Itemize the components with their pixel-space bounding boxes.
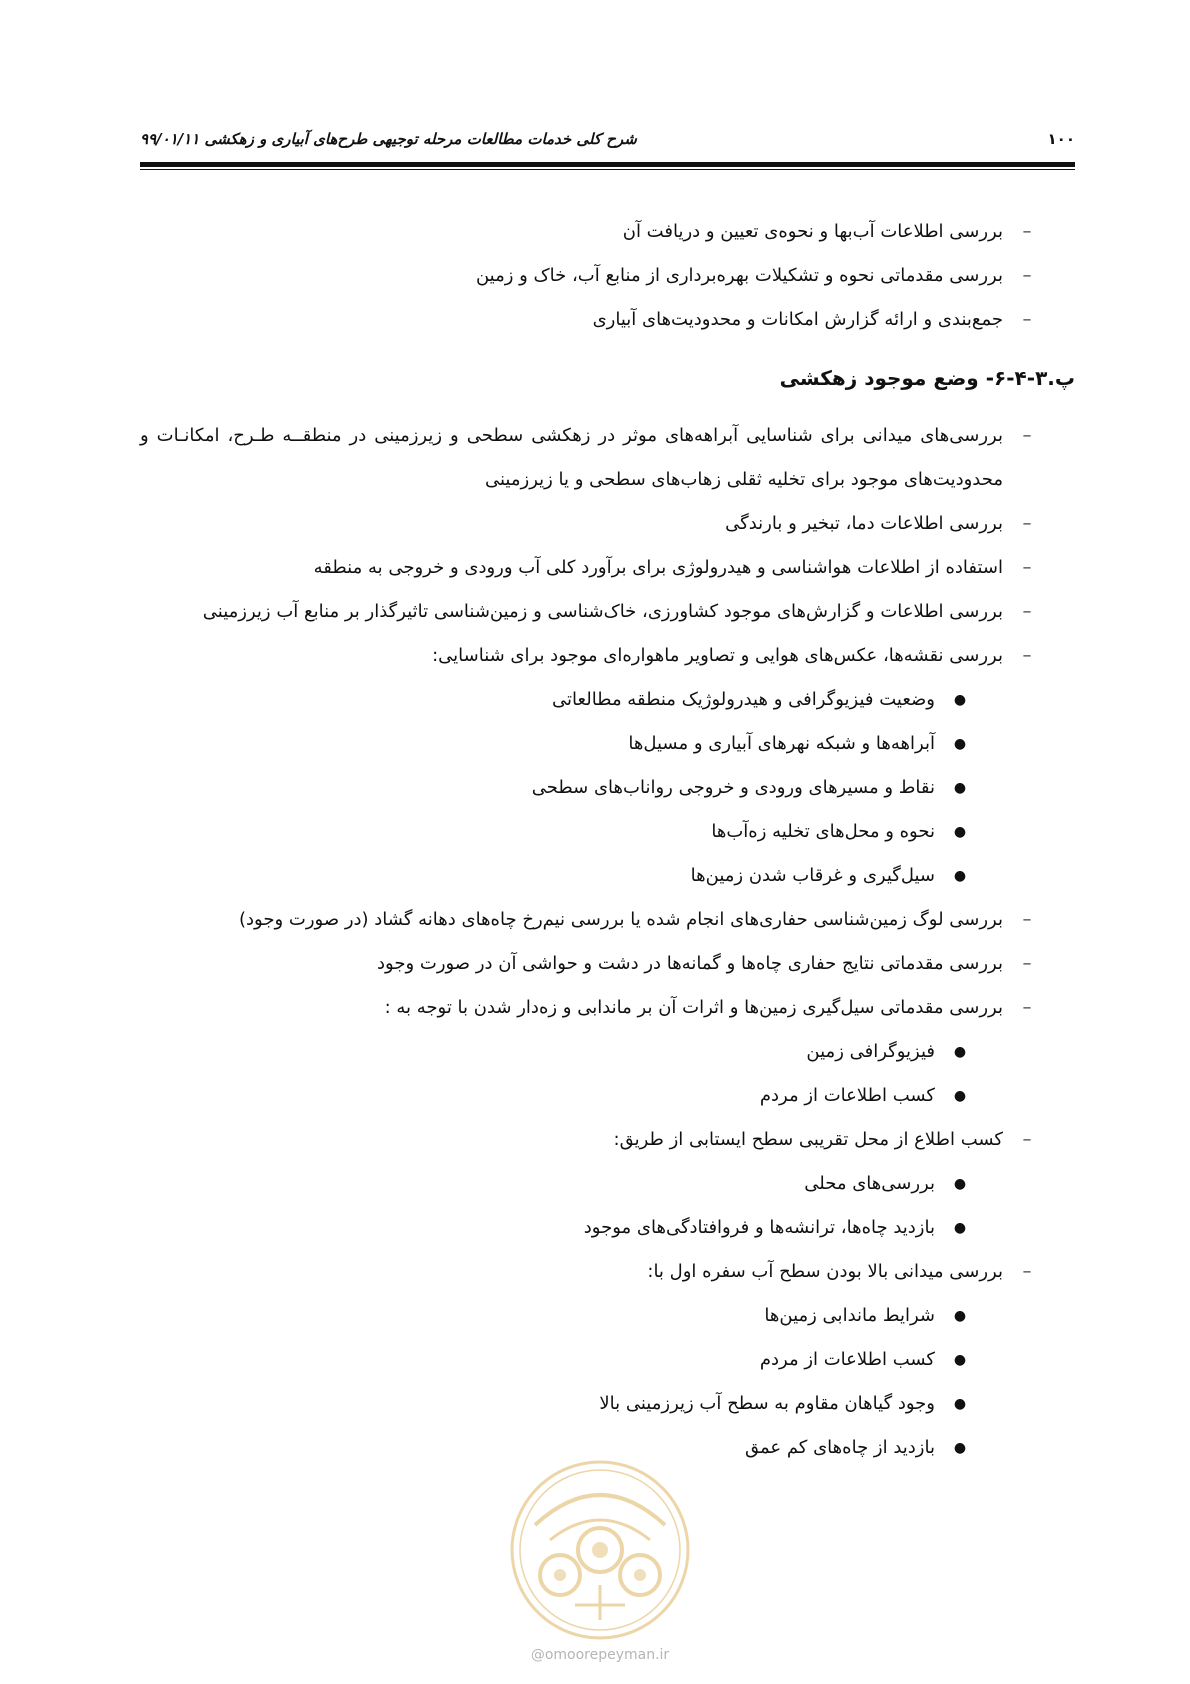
header-rule-thin (140, 169, 1075, 170)
page-header (140, 130, 1075, 150)
list-item-text: بررسی لوگ زمین‌شناسی حفاری‌های انجام شده یا بررسی نیم‌رخ چاه‌های دهانه گشاد (در صورت وجود) (239, 909, 1003, 930)
list-item-text: بررسی مقدماتی نتایج حفاری چاه‌ها و گمانه‌ها در دشت و حواشی آن در صورت وجود (377, 953, 1003, 974)
list-item (140, 414, 1075, 458)
list-item (140, 210, 1075, 254)
bullet-icon: ● (953, 1088, 967, 1104)
list-item (140, 254, 1075, 298)
bullet-item (140, 1382, 1075, 1426)
list-item (140, 546, 1075, 590)
bullet-item-text: بازدید چاه‌ها، ترانشه‌ها و فروافتادگی‌های موجود (583, 1217, 935, 1238)
list-item-text: استفاده از اطلاعات هواشناسی و هیدرولوژی برای برآورد کلی آب ورودی و خروجی به منطقه (313, 557, 1003, 578)
bullet-item (140, 722, 1075, 766)
bullet-icon: ● (953, 1176, 967, 1192)
bullet-icon: ● (953, 1352, 967, 1368)
bullet-item-text: بررسی‌های محلی (804, 1173, 935, 1194)
bullet-icon: ● (953, 1396, 967, 1412)
bullet-item (140, 678, 1075, 722)
bullet-item-text: آبراهه‌ها و شبکه نهرهای آبیاری و مسیل‌ها (628, 733, 935, 754)
document-body (140, 210, 1075, 1470)
section-heading-text: پ.۳-۴-۶- وضع موجود زهکشی (779, 366, 1075, 390)
list-item-text: بررسی اطلاعات آب‌بها و نحوه‌ی تعیین و دریافت آن (622, 221, 1003, 242)
dash-marker: – (1022, 513, 1032, 534)
section-heading (140, 342, 1075, 414)
list-item-text: بررسی میدانی بالا بودن سطح آب سفره اول با: (647, 1261, 1003, 1282)
bullet-icon: ● (953, 1440, 967, 1456)
bullet-icon: ● (953, 824, 967, 840)
header-rule (140, 162, 1075, 167)
bullet-item (140, 1162, 1075, 1206)
bullet-icon: ● (953, 780, 967, 796)
list-item-text: بررسی نقشه‌ها، عکس‌های هوایی و تصاویر ماهواره‌ای موجود برای شناسایی: (432, 645, 1003, 666)
dash-marker: – (1022, 909, 1032, 930)
dash-marker: – (1022, 309, 1032, 330)
bullet-item (140, 854, 1075, 898)
bullet-item-text: کسب اطلاعات از مردم (759, 1085, 935, 1106)
bullet-item-text: وجود گیاهان مقاوم به سطح آب زیرزمینی بالا (599, 1393, 935, 1414)
seal-icon (505, 1455, 695, 1645)
watermark-url: @omoorepeyman.ir (530, 1647, 670, 1663)
bullet-item (140, 1074, 1075, 1118)
list-item-text: بررسی مقدماتی نحوه و تشکیلات بهره‌برداری از منابع آب، خاک و زمین (475, 265, 1003, 286)
dash-marker: – (1022, 265, 1032, 286)
list-item (140, 298, 1075, 342)
bullet-item (140, 1206, 1075, 1250)
list-item (140, 898, 1075, 942)
bullet-item (140, 810, 1075, 854)
list-item (140, 634, 1075, 678)
bullet-item-text: وضعیت فیزیوگرافی و هیدرولوژیک منطقه مطالعاتی (552, 689, 935, 710)
bullet-item-text: شرایط ماندابی زمین‌ها (764, 1305, 935, 1326)
dash-marker: – (1022, 221, 1032, 242)
watermark-seal (505, 1455, 695, 1645)
bullet-item (140, 1338, 1075, 1382)
dash-marker: – (1022, 557, 1032, 578)
bullet-icon: ● (953, 1220, 967, 1236)
list-item (140, 502, 1075, 546)
bullet-item-text: فیزیوگرافی زمین (806, 1041, 935, 1062)
dash-marker: – (1022, 997, 1032, 1018)
list-item-continuation (140, 458, 1075, 502)
bullet-icon: ● (953, 868, 967, 884)
bullet-icon: ● (953, 1308, 967, 1324)
bullet-item-text: سیل‌گیری و غرقاب شدن زمین‌ها (690, 865, 935, 886)
bullet-item-text: بازدید از چاه‌های کم عمق (744, 1437, 935, 1458)
dash-marker: – (1022, 645, 1032, 666)
list-item-text: بررسی اطلاعات دما، تبخیر و بارندگی (725, 513, 1003, 534)
list-item-text: بررسی مقدماتی سیل‌گیری زمین‌ها و اثرات آن بر ماندابی و زه‌دار شدن با توجه به : (384, 997, 1003, 1018)
bullet-item (140, 1294, 1075, 1338)
list-item-text: محدودیت‌های موجود برای تخلیه ثقلی زهاب‌های سطحی و یا زیرزمینی (485, 469, 1003, 490)
dash-marker: – (1022, 1129, 1032, 1150)
dash-marker: – (1022, 953, 1032, 974)
bullet-item-text: کسب اطلاعات از مردم (759, 1349, 935, 1370)
list-item-text: جمع‌بندی و ارائه گزارش امکانات و محدودیت‌های آبیاری (592, 309, 1003, 330)
dash-marker: – (1022, 425, 1032, 446)
bullet-item (140, 1030, 1075, 1074)
bullet-icon: ● (953, 736, 967, 752)
bullet-icon: ● (953, 1044, 967, 1060)
bullet-item-text: نحوه و محل‌های تخلیه زه‌آب‌ها (711, 821, 935, 842)
list-item-text: بررسی اطلاعات و گزارش‌های موجود کشاورزی، خاک‌شناسی و زمین‌شناسی تاثیرگذار بر منابع آب زیرزمینی (202, 601, 1003, 622)
list-item (140, 1118, 1075, 1162)
dash-marker: – (1022, 1261, 1032, 1282)
dash-marker: – (1022, 601, 1032, 622)
header-title: شرح کلی خدمات مطالعات مرحله توجیهی طرح‌های آبیاری و زهکشی ۹۹/۰۱/۱۱ (140, 130, 637, 148)
list-item (140, 986, 1075, 1030)
page-number: ۱۰۰ (1047, 130, 1075, 148)
bullet-item (140, 766, 1075, 810)
list-item (140, 942, 1075, 986)
list-item-text: کسب اطلاع از محل تقریبی سطح ایستابی از طریق: (613, 1129, 1003, 1150)
list-item (140, 590, 1075, 634)
list-item-text: بررسی‌های میدانی برای شناسایی آبراهه‌های موثر در زهکشی سطحی و زیرزمینی در منطقــه طـرح، امکانـات و (140, 425, 1003, 446)
bullet-item-text: نقاط و مسیرهای ورودی و خروجی رواناب‌های سطحی (531, 777, 935, 798)
bullet-icon: ● (953, 692, 967, 708)
list-item (140, 1250, 1075, 1294)
